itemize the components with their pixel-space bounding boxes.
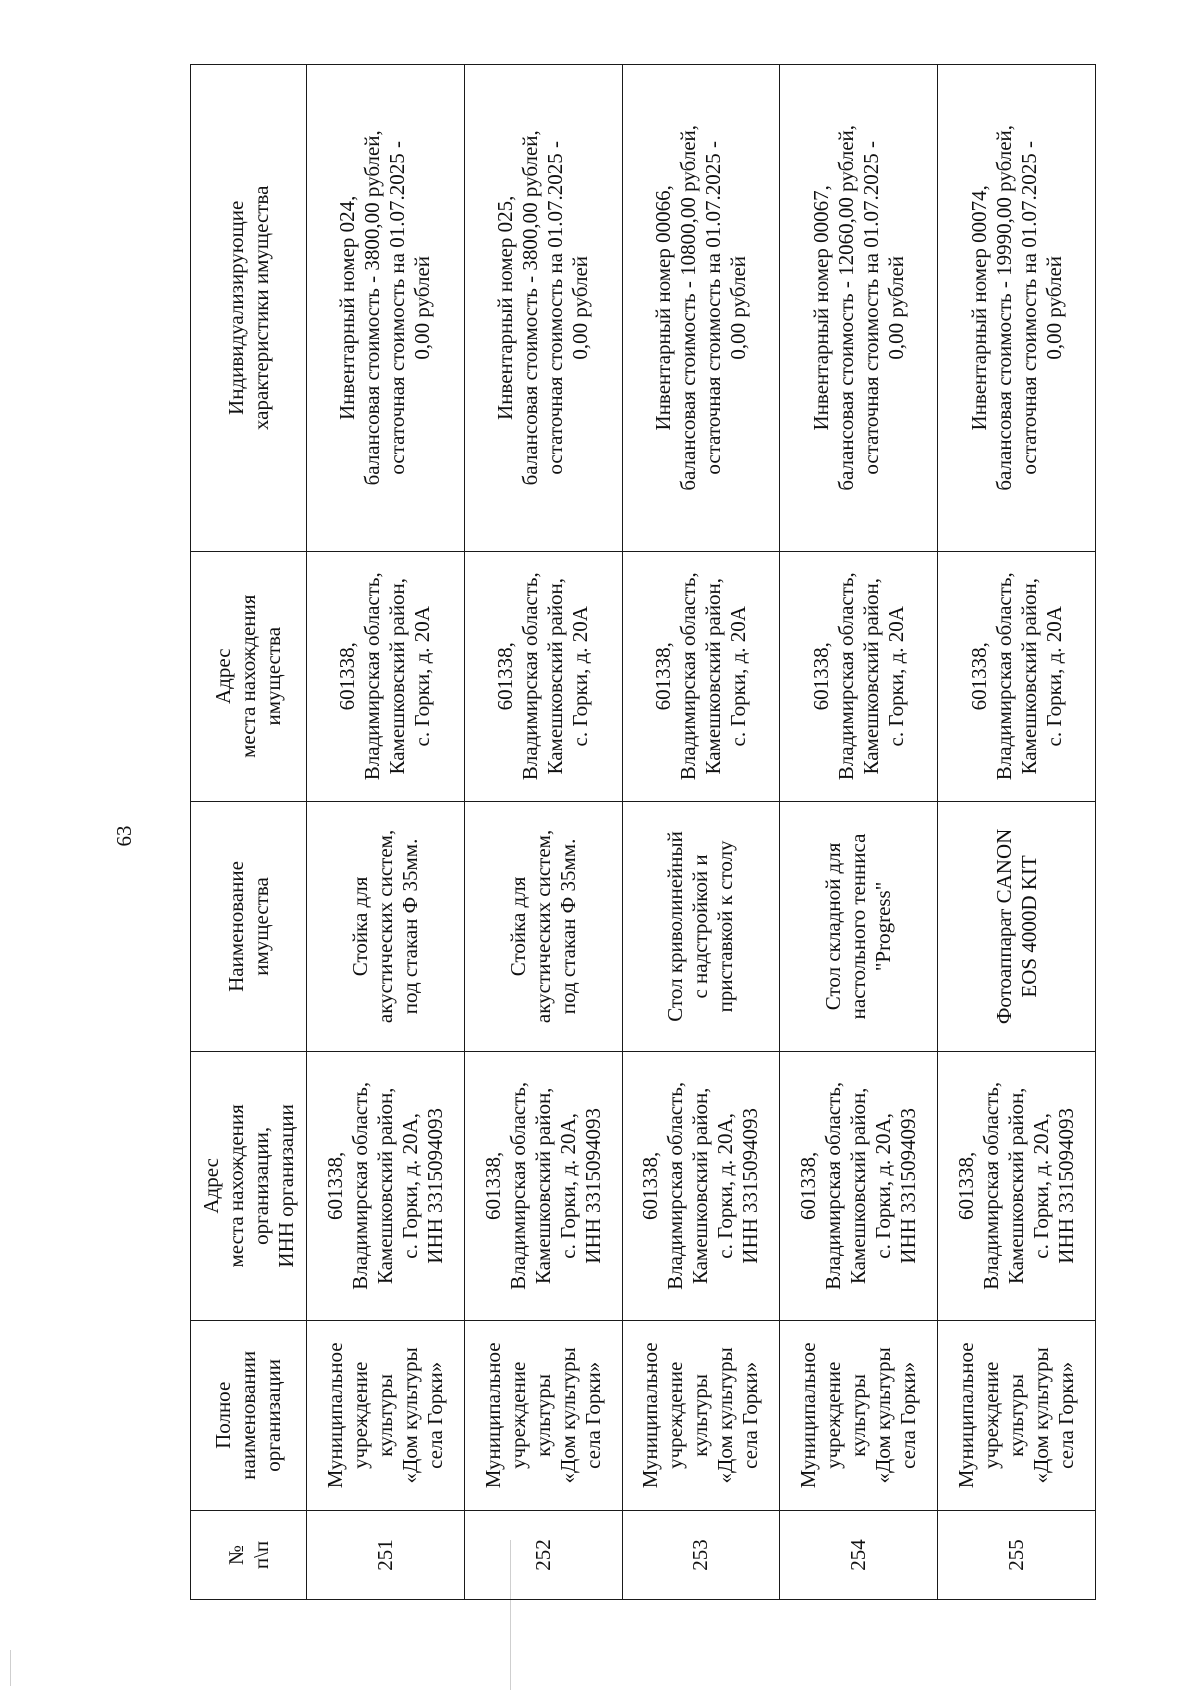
- cell-organization: [622, 1320, 780, 1510]
- cell-line: Инвентарный номер 025,: [493, 195, 518, 420]
- cell-line: Инвентарный номер 00067,: [808, 185, 833, 431]
- cell-line: ИНН 3315094093: [738, 1107, 763, 1264]
- cell-line: Камешковский район,: [700, 577, 725, 775]
- cell-organization-address: [780, 1052, 938, 1321]
- cell-line: Муниципальное: [480, 1342, 505, 1489]
- cell-line: «Дом культуры: [555, 1347, 580, 1484]
- header-line: №: [223, 1544, 248, 1566]
- cell-line: с. Горки, д. 20А,: [1029, 1113, 1054, 1259]
- cell-line: Владимирская область,: [360, 572, 385, 781]
- cell-line: Камешковский район,: [530, 1087, 555, 1285]
- cell-organization-address: [464, 1052, 622, 1321]
- cell-line: остаточная стоимость на 01.07.2025 -: [543, 141, 568, 475]
- cell-line: Камешковский район,: [688, 1087, 713, 1285]
- cell-line: под стакан Ф 35мм.: [397, 838, 422, 1015]
- cell-line: учреждение: [979, 1361, 1004, 1469]
- cell-line: ИНН 3315094093: [580, 1107, 605, 1264]
- cell-number: 255: [938, 1510, 1096, 1599]
- cell-line: приставкой к столу: [713, 840, 738, 1013]
- cell-line: с. Горки, д. 20А,: [713, 1113, 738, 1259]
- cell-line: 601338,: [322, 1151, 347, 1220]
- cell-line: Фотоаппарат CANON: [991, 828, 1016, 1025]
- cell-line: 0,00 рублей: [410, 255, 435, 360]
- cell-line: с надстройкой и: [688, 854, 713, 999]
- header-cell: [191, 1320, 307, 1510]
- cell-line: с. Горки, д. 20А,: [555, 1113, 580, 1259]
- cell-line: 0,00 рублей: [568, 255, 593, 360]
- cell-line: 601338,: [493, 642, 518, 711]
- cell-property-name: [622, 801, 780, 1051]
- cell-line: культуры: [688, 1373, 713, 1457]
- cell-line: Инвентарный номер 00074,: [966, 185, 991, 431]
- cell-line: 601338,: [650, 642, 675, 711]
- header-cell: [191, 65, 307, 552]
- cell-line: Стол складной для: [821, 842, 846, 1011]
- cell-line: акустических систем,: [530, 829, 555, 1024]
- cell-line: Стойка для: [347, 876, 372, 977]
- cell-line: учреждение: [347, 1361, 372, 1469]
- cell-line: Инвентарный номер 024,: [335, 195, 360, 420]
- cell-line: остаточная стоимость на 01.07.2025 -: [700, 141, 725, 475]
- cell-line: Владимирская область,: [979, 1081, 1004, 1290]
- cell-line: настольного тенниса: [846, 833, 871, 1020]
- cell-characteristics: [622, 65, 780, 552]
- cell-line: Владимирская область,: [821, 1081, 846, 1290]
- cell-line: балансовая стоимость - 3800,00 рублей,: [518, 130, 543, 486]
- cell-property-name: [780, 801, 938, 1051]
- cell-line: Камешковский район,: [385, 577, 410, 775]
- header-line: Полное: [211, 1381, 235, 1449]
- cell-organization-address: [307, 1052, 465, 1321]
- cell-line: 601338,: [638, 1151, 663, 1220]
- cell-line: «Дом культуры: [1029, 1347, 1054, 1484]
- cell-property-address: [307, 551, 465, 801]
- cell-characteristics: [307, 65, 465, 552]
- cell-line: Владимирская область,: [991, 572, 1016, 781]
- header-line: Адрес: [211, 648, 235, 704]
- cell-organization: [780, 1320, 938, 1510]
- cell-line: культуры: [372, 1373, 397, 1457]
- cell-line: учреждение: [663, 1361, 688, 1469]
- cell-line: села Горки»: [580, 1361, 605, 1469]
- header-cell: [191, 1052, 307, 1321]
- cell-line: Владимирская область,: [505, 1081, 530, 1290]
- cell-property-address: [622, 551, 780, 801]
- cell-organization: [464, 1320, 622, 1510]
- cell-line: Камешковский район,: [858, 577, 883, 775]
- cell-line: 601338,: [335, 642, 360, 711]
- cell-line: ИНН 3315094093: [1054, 1107, 1079, 1264]
- cell-line: балансовая стоимость - 19990,00 рублей,: [991, 124, 1016, 491]
- cell-property-address: [938, 551, 1096, 801]
- cell-line: Камешковский район,: [846, 1087, 871, 1285]
- cell-line: остаточная стоимость на 01.07.2025 -: [1016, 141, 1041, 475]
- cell-line: Стойка для: [505, 876, 530, 977]
- header-line: организации: [261, 1358, 285, 1472]
- cell-property-name: [938, 801, 1096, 1051]
- cell-line: остаточная стоимость на 01.07.2025 -: [385, 141, 410, 475]
- header-line: Наименование: [223, 861, 248, 992]
- cell-line: Камешковский район,: [1016, 577, 1041, 775]
- rotated-table-wrapper: [190, 64, 1096, 1600]
- cell-line: «Дом культуры: [713, 1347, 738, 1484]
- cell-line: "Progress": [871, 881, 896, 972]
- cell-line: 601338,: [480, 1151, 505, 1220]
- header-cell: [191, 801, 307, 1051]
- cell-characteristics: [780, 65, 938, 552]
- cell-line: Владимирская область,: [518, 572, 543, 781]
- cell-characteristics: [938, 65, 1096, 552]
- header-line: Индивидуализирующие: [223, 200, 248, 415]
- cell-line: Камешковский район,: [543, 577, 568, 775]
- page-number: 63: [112, 825, 136, 847]
- property-registry-table: [190, 64, 1096, 1600]
- cell-line: ИНН 3315094093: [896, 1107, 921, 1264]
- cell-property-name: [307, 801, 465, 1051]
- cell-line: села Горки»: [896, 1361, 921, 1469]
- cell-line: 601338,: [808, 642, 833, 711]
- cell-line: 0,00 рублей: [1041, 255, 1066, 360]
- header-line: имущества: [261, 626, 285, 726]
- cell-line: под стакан Ф 35мм.: [555, 838, 580, 1015]
- cell-property-name: [464, 801, 622, 1051]
- header-cell: [191, 1510, 307, 1599]
- cell-line: села Горки»: [1054, 1361, 1079, 1469]
- header-cell: [191, 551, 307, 801]
- table-row: [938, 65, 1096, 1600]
- cell-organization: [938, 1320, 1096, 1510]
- cell-line: культуры: [530, 1373, 555, 1457]
- table-row: [464, 65, 622, 1600]
- cell-line: 601338,: [954, 1151, 979, 1220]
- cell-line: культуры: [846, 1373, 871, 1457]
- cell-line: Муниципальное: [796, 1342, 821, 1489]
- cell-line: «Дом культуры: [871, 1347, 896, 1484]
- header-line: наименовании: [236, 1350, 260, 1480]
- cell-line: балансовая стоимость - 3800,00 рублей,: [360, 130, 385, 486]
- cell-line: с. Горки, д. 20А,: [871, 1113, 896, 1259]
- header-line: имущества: [248, 877, 273, 976]
- cell-line: учреждение: [505, 1361, 530, 1469]
- cell-line: Владимирская область,: [833, 572, 858, 781]
- table-row: [622, 65, 780, 1600]
- cell-line: с. Горки, д. 20А: [1041, 606, 1066, 747]
- cell-line: EOS 4000D KIT: [1016, 855, 1041, 998]
- cell-line: остаточная стоимость на 01.07.2025 -: [858, 141, 883, 475]
- cell-line: 601338,: [796, 1151, 821, 1220]
- cell-organization: [307, 1320, 465, 1510]
- cell-characteristics: [464, 65, 622, 552]
- cell-number: 253: [622, 1510, 780, 1599]
- cell-line: Владимирская область,: [675, 572, 700, 781]
- cell-line: села Горки»: [422, 1361, 447, 1469]
- cell-line: 601338,: [966, 642, 991, 711]
- cell-organization-address: [622, 1052, 780, 1321]
- cell-line: с. Горки, д. 20А,: [397, 1113, 422, 1259]
- cell-line: с. Горки, д. 20А: [883, 606, 908, 747]
- cell-number: 251: [307, 1510, 465, 1599]
- cell-number: 254: [780, 1510, 938, 1599]
- cell-line: села Горки»: [738, 1361, 763, 1469]
- header-line: места нахождения: [223, 1104, 248, 1268]
- cell-line: ИНН 3315094093: [422, 1107, 447, 1264]
- header-line: характеристики имущества: [248, 185, 273, 431]
- cell-property-address: [464, 551, 622, 801]
- cell-line: Камешковский район,: [1004, 1087, 1029, 1285]
- cell-number: 252: [464, 1510, 622, 1599]
- header-line: места нахождения: [236, 594, 260, 758]
- header-line: п\п: [248, 1540, 273, 1570]
- cell-line: «Дом культуры: [397, 1347, 422, 1484]
- cell-line: Муниципальное: [322, 1342, 347, 1489]
- cell-line: Муниципальное: [954, 1342, 979, 1489]
- table-header-row: [191, 65, 307, 1600]
- cell-line: с. Горки, д. 20А: [568, 606, 593, 747]
- cell-line: 0,00 рублей: [883, 255, 908, 360]
- cell-line: Владимирская область,: [663, 1081, 688, 1290]
- cell-property-address: [780, 551, 938, 801]
- cell-line: с. Горки, д. 20А: [410, 606, 435, 747]
- cell-line: Камешковский район,: [372, 1087, 397, 1285]
- header-line: Адрес: [198, 1158, 223, 1214]
- scan-edge-mark: [10, 1650, 11, 1686]
- header-line: ИНН организации: [273, 1104, 298, 1268]
- cell-line: балансовая стоимость - 12060,00 рублей,: [833, 124, 858, 491]
- cell-organization-address: [938, 1052, 1096, 1321]
- cell-line: 0,00 рублей: [725, 255, 750, 360]
- cell-line: учреждение: [821, 1361, 846, 1469]
- cell-line: Муниципальное: [638, 1342, 663, 1489]
- table-row: [780, 65, 938, 1600]
- header-line: организации,: [248, 1126, 273, 1245]
- cell-line: культуры: [1004, 1373, 1029, 1457]
- cell-line: Владимирская область,: [347, 1081, 372, 1290]
- cell-line: Инвентарный номер 00066,: [650, 185, 675, 431]
- cell-line: акустических систем,: [372, 829, 397, 1024]
- cell-line: с. Горки, д. 20А: [725, 606, 750, 747]
- table-row: [307, 65, 465, 1600]
- cell-line: балансовая стоимость - 10800,00 рублей,: [675, 124, 700, 491]
- cell-line: Стол криволинейный: [663, 831, 688, 1022]
